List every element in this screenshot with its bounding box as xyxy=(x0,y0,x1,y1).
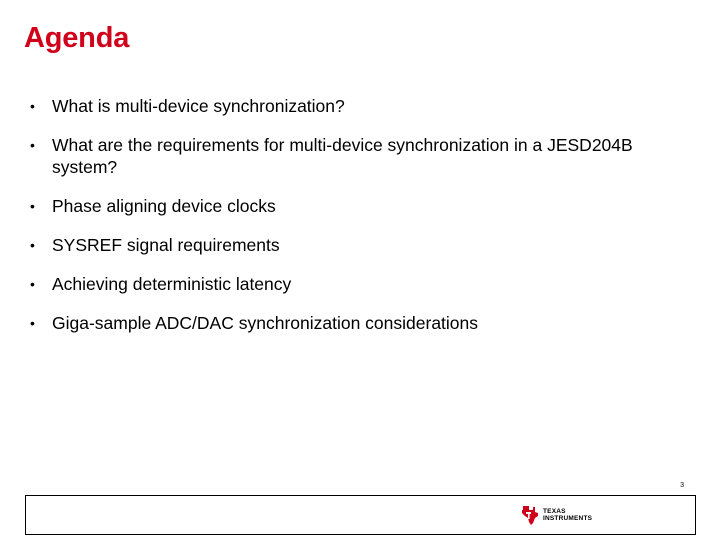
bullet-icon: • xyxy=(30,198,35,214)
bullet-icon: • xyxy=(30,276,35,292)
agenda-item xyxy=(30,95,650,117)
agenda-item-text: Phase aligning device clocks xyxy=(52,196,276,216)
agenda-item xyxy=(30,234,650,256)
bullet-icon: • xyxy=(30,137,35,153)
agenda-list xyxy=(30,95,650,351)
bullet-icon: • xyxy=(30,237,35,253)
logo-wordmark xyxy=(543,508,592,522)
agenda-item-text: SYSREF signal requirements xyxy=(52,235,280,255)
agenda-item xyxy=(30,134,650,178)
slide-title: Agenda xyxy=(24,22,130,54)
agenda-item-text: Achieving deterministic latency xyxy=(52,274,292,294)
agenda-item xyxy=(30,273,650,295)
bullet-icon: • xyxy=(30,98,35,114)
logo-line-2: INSTRUMENTS xyxy=(543,515,593,522)
logo-line-1: TEXAS xyxy=(543,508,566,515)
agenda-item-text: What is multi-device synchronization? xyxy=(52,96,345,116)
company-logo xyxy=(520,503,592,527)
page-number: 3 xyxy=(680,482,684,489)
agenda-item xyxy=(30,312,650,334)
footer-bar xyxy=(25,495,696,535)
agenda-item xyxy=(30,195,650,217)
texas-instruments-logo-icon xyxy=(520,504,540,526)
agenda-item-text: Giga-sample ADC/DAC synchronization considerations xyxy=(52,313,479,333)
bullet-icon: • xyxy=(30,315,35,331)
agenda-item-text: What are the requirements for multi-device synchronization in a JESD204B system? xyxy=(52,135,633,177)
